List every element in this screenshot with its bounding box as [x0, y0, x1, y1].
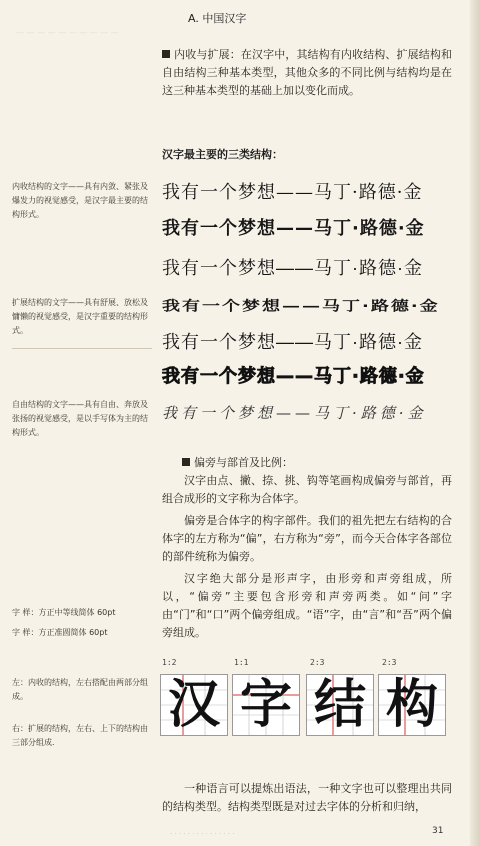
ratio-label-4: 2:3 [382, 658, 397, 667]
grid-char-1: 汉 [167, 675, 220, 735]
font-spec-1: 字 样：方正中等线简体 60pt [12, 608, 116, 617]
ratio-label-2: 1:1 [234, 658, 249, 667]
divider [12, 348, 152, 349]
sample-line-1: 我有一个梦想——马丁·路德·金 [162, 182, 423, 203]
intro-paragraph [162, 46, 452, 100]
grid-char-3: 结 [313, 675, 366, 735]
square-bullet-icon [162, 50, 170, 58]
caption-left: 左：内收的结构，左右搭配由两部分组成。 [12, 678, 148, 701]
sample-line-2: 我有一个梦想——马丁·路德·金 [162, 218, 425, 239]
page-edge-shadow [470, 0, 480, 846]
ratio-label-1: 1:2 [162, 658, 177, 667]
note-inward: 内收结构的文字——具有内敛、紧张及爆发力的视觉感受，是汉字最主要的结构形式。 [12, 182, 148, 219]
font-spec-2: 字 样：方正准圆简体 60pt [12, 628, 108, 637]
section2-para-2: 偏旁是合体字的构字部件。我们的祖先把左右结构的合体字的左方称为“偏”，右方称为“旁”，而今天合体字各部位的部件统称为偏旁。 [162, 514, 452, 563]
sample-line-4: 我有一个梦想——马丁·路德·金 [162, 298, 440, 314]
sample-line-7: 我有一个梦想——马丁·路德·金 [162, 404, 427, 422]
page-number: 31 [432, 826, 444, 836]
sample-line-5: 我有一个梦想——马丁·路德·金 [162, 332, 423, 352]
section2-para-1: 汉字由点、撇、捺、挑、钩等笔画构成偏旁与部首，再组合成形的文字称为合体字。 [162, 474, 452, 505]
ratio-label-3: 2:3 [310, 658, 325, 667]
char-grid-3 [306, 674, 374, 736]
structure-subheading: 汉字最主要的三类结构： [162, 148, 283, 161]
sample-line-3: 我有一个梦想——马丁·路德·金 [162, 258, 423, 278]
section2-heading-text: 偏旁与部首及比例： [194, 456, 293, 469]
closing-paragraph: 一种语言可以提炼出语法，一种文字也可以整理出共同的结构类型。结构类型既是对过去字体的分析和归纳， [162, 782, 452, 813]
square-bullet-icon [182, 458, 190, 466]
grid-char-4: 构 [385, 675, 438, 735]
note-expand: 扩展结构的文字——具有舒展、放松及慵懒的视觉感受，是汉字重要的结构形式。 [12, 298, 148, 335]
sample-line-6: 我有一个梦想——马丁·路德·金 [162, 366, 425, 387]
section2-para-3: 汉字绝大部分是形声字，由形旁和声旁组成，所以，“偏旁”主要包含形旁和声旁两类。如“问”字由“门”和“口”两个偏旁组成。“语”字，由“言”和“吾”两个偏旁组成。 [162, 572, 452, 639]
char-grid-4 [378, 674, 446, 736]
char-grid-2 [232, 674, 300, 736]
char-grid-1 [160, 674, 228, 736]
bleed-through-text: — — — — — — — — — — [16, 28, 119, 37]
section-title: A. 中国汉字 [188, 12, 247, 25]
footer-bleed-text: · · · · · · · · · · · · · · · [170, 830, 235, 838]
note-free: 自由结构的文字——具有自由、奔放及张扬的视觉感受，是以手写体为主的结构形式。 [12, 400, 148, 437]
grid-char-2: 字 [239, 675, 292, 735]
caption-right: 右：扩展的结构，左右、上下的结构由三部分组成. [12, 724, 148, 747]
intro-text: 内收与扩展：在汉字中，其结构有内收结构、扩展结构和自由结构三种基本类型，其他众多的不同比例与结构均是在这三种基本类型的基础上加以变化而成。 [162, 48, 452, 97]
section2-heading [162, 454, 452, 472]
